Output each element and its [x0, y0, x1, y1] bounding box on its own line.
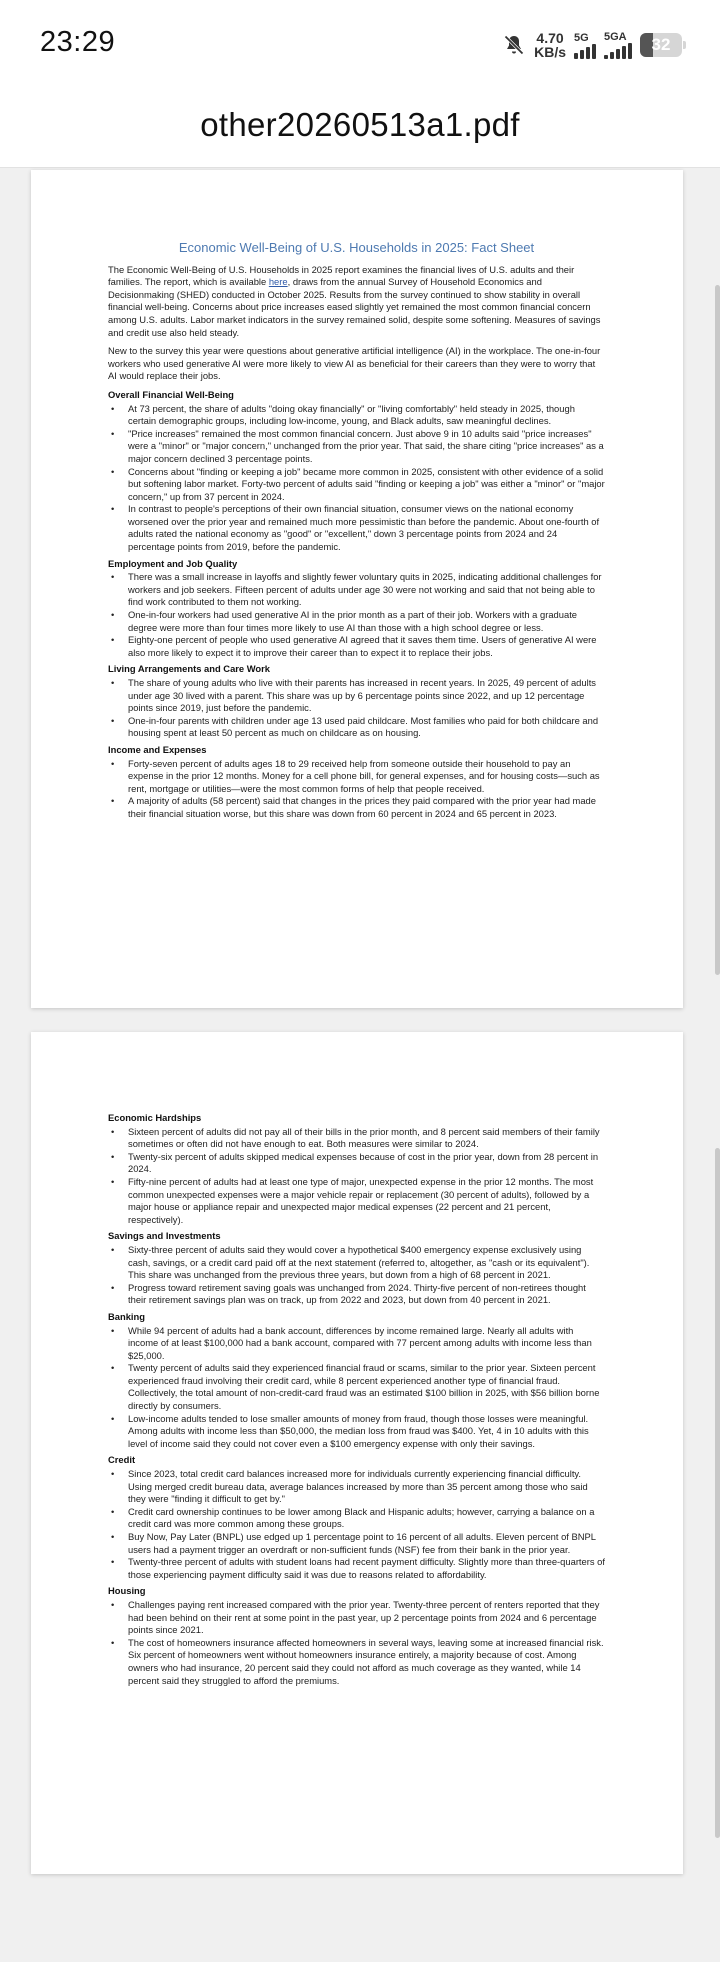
section-heading: Housing: [108, 1585, 146, 1597]
intro-paragraph: [108, 264, 605, 340]
status-bar: [0, 0, 720, 90]
bullet-icon: •: [111, 1412, 115, 1424]
bullet-item: [108, 1244, 605, 1282]
bullet-item: [108, 795, 605, 820]
bullet-icon: •: [111, 1531, 115, 1542]
bullet-text: The share of young adults who live with their parents has increased in recent years. In 2025, 49 percent of adults under age 30 lived with a parent. This share was up by 6 percentage points since 2022, and up 12 percentage points since 2019, just before the pandemic.: [128, 677, 596, 714]
bullet-icon: •: [111, 757, 115, 769]
bullet-item: [108, 1637, 605, 1687]
bullet-item: [108, 677, 605, 715]
bullet-icon: •: [111, 1636, 115, 1648]
signal-5g-label: 5G: [574, 31, 589, 44]
bullet-item: [108, 1506, 605, 1531]
bullet-text: Twenty percent of adults said they experienced financial fraud or scams, similar to the prior year. Sixteen percent experienced fraud involving their credit card, while 8 percent experienced another type of financial fraud. Collectively, the total amount of non-credit-card fraud was an estimated $100 billion in 2025, with $56 billion borne directly by consumers.: [128, 1362, 600, 1412]
bullet-icon: •: [111, 1175, 115, 1187]
section-heading: Overall Financial Well-Being: [108, 388, 234, 400]
bullet-text: Eighty-one percent of people who used generative AI agreed that it saves them time. Users of generative AI were also more likely to expect it to improve their career than to expect it to replace their jobs.: [128, 634, 597, 658]
bullet-icon: •: [111, 402, 115, 414]
bullet-icon: •: [111, 634, 115, 646]
signal-5ga-label: 5GA: [604, 31, 627, 43]
bullet-icon: •: [111, 1281, 115, 1293]
section-heading: Banking: [108, 1310, 145, 1322]
signal-5g-icon: [574, 32, 596, 59]
bullet-text: In contrast to people's perceptions of their own financial situation, consumer views on the national economy worsened over the prior year and remained much more pessimistic than before the pandemic. About one-fourth of adults rated the national economy as "good" or "excellent," down 3 percentage points from 2024 and 24 percentage points from 2019, before the pandemic.: [128, 503, 600, 553]
fact-sheet-title: Economic Well-Being of U.S. Households in 2025: Fact Sheet: [178, 240, 535, 255]
signal-5ga-icon: [604, 31, 632, 59]
bullet-item: [108, 1126, 605, 1151]
bullet-text: Fifty-nine percent of adults had at least one type of major, unexpected expense in the prior 12 months. The most common unexpected expenses were a major vehicle repair or replacement (30 percent of adults), followed by a major house or appliance repair and unexpected major medical expenses (22 percent and 21 percent, respectively).: [128, 1175, 594, 1225]
notifications-muted-icon: [502, 33, 526, 57]
bullet-text: Progress toward retirement saving goals was unchanged from 2024. Thirty-five percent of non-retirees thought their retirement savings plan was on track, up from 2022 and 2023, but down from 40 percent in 2021.: [128, 1281, 586, 1306]
section-heading: Employment and Job Quality: [108, 557, 238, 569]
pdf-page-1[interactable]: [31, 170, 683, 1008]
bullet-text: Concerns about "finding or keeping a job" became more common in 2025, consistent with other evidence of a solid but softening labor market. Forty-two percent of adults said "finding or keeping a job" was either a "minor" or "major concern," up from 37 percent in 2024.: [128, 465, 605, 502]
bullet-text: Twenty-three percent of adults with student loans had recent payment difficulty. Slightly more than three-quarters of those experiencing payment difficulty said it was due to reasons related to affordability.: [128, 1556, 605, 1580]
section-heading: Savings and Investments: [108, 1230, 221, 1242]
page-2-content: [108, 1108, 605, 1687]
bullet-item: [108, 466, 605, 504]
bullet-item: [108, 571, 605, 609]
bullet-text: Since 2023, total credit card balances increased more for individuals currently experiencing financial difficulty. Using merged credit bureau data, average balances increased by more than 35 percent among those who said they were "finding it difficult to get by.": [128, 1468, 588, 1505]
section-heading: Living Arrangements and Care Work: [108, 663, 271, 675]
bullet-icon: •: [111, 1125, 115, 1137]
bullet-text: Sixty-three percent of adults said they would cover a hypothetical $400 emergency expense exclusively using cash, savings, or a credit card paid off at the next statement (referred to, altogether, as "cash or its equivalent"). This share was unchanged from the previous three years, but down from a high of 68 percent in 2021.: [128, 1243, 590, 1281]
bullet-item: [108, 1468, 605, 1506]
bullet-text: There was a small increase in layoffs and slightly fewer voluntary quits in 2025, indicating additional challenges for workers and job seekers. Fifteen percent of adults under age 30 were not working and said that not being able to find work contributed to them not working.: [128, 571, 602, 608]
bullet-item: [108, 428, 605, 466]
section-heading: Income and Expenses: [108, 743, 207, 755]
bullet-item: [108, 609, 605, 634]
bullet-text: Challenges paying rent increased compared with the prior year. Twenty-three percent of renters reported that they had been behind on their rent at some point in the past year, up 2 percentage points from 2024 and 6 percentage points since 2021.: [128, 1598, 600, 1636]
pdf-page-2[interactable]: [31, 1032, 683, 1874]
document-title: other20260513a1.pdf: [200, 106, 520, 143]
bullet-item: [108, 1413, 605, 1451]
bullet-icon: •: [111, 1324, 115, 1336]
report-link[interactable]: here: [268, 276, 288, 288]
bullet-text: Forty-seven percent of adults ages 18 to 29 received help from someone outside their household to pay an expense in the prior 12 months. Money for a cell phone bill, for general expenses, and for housing costs—such as rent, mortgage or utilities—were the most common forms of help that people received.: [128, 757, 600, 794]
scrollbar-thumb-secondary[interactable]: [715, 1148, 720, 1838]
bullet-text: Twenty-six percent of adults skipped medical expenses because of cost in the prior year, down from 28 percent in 2024.: [128, 1150, 599, 1175]
page-1-content: [108, 242, 605, 821]
bullet-icon: •: [111, 571, 115, 583]
section-heading: Credit: [108, 1454, 136, 1466]
network-speed-value: 4.70: [536, 30, 564, 46]
bullet-item: [108, 1282, 605, 1307]
bullet-icon: •: [111, 1243, 115, 1255]
bullet-icon: •: [111, 503, 115, 515]
bullet-item: [108, 634, 605, 659]
bullet-icon: •: [111, 795, 115, 807]
intro-text-end: , draws from the annual Survey of Household Economics and Decisionmaking (SHED) conducted in October 2025. Results from the survey continued to show stability in overall financial well-being. Concerns about price increases eased slightly yet remained the most common financial concern among U.S. adults. Labor market indicators in the survey remained solid, despite some softening. Measures of savings and credit use also held steady.: [108, 276, 601, 338]
bullet-icon: •: [111, 1150, 115, 1162]
bullet-text: At 73 percent, the share of adults "doing okay financially" or "living comfortably" held steady in 2025, though certain demographic groups, including low-income, young, and Black adults, saw meaningful declines.: [128, 402, 575, 427]
battery-level: 32: [651, 35, 671, 54]
network-speed-unit: KB/s: [534, 44, 566, 60]
bullet-item: [108, 1362, 605, 1412]
page-2-sections: [108, 1112, 605, 1687]
bullet-item: [108, 758, 605, 796]
bullet-icon: •: [111, 714, 115, 726]
bullet-icon: •: [111, 1505, 115, 1517]
bullet-icon: •: [111, 1362, 115, 1374]
document-header: [0, 90, 720, 168]
intro-text-start: The Economic Well-Being of U.S. Households in 2025 report examines the financial lives of U.S. adults and their families. The report, which is available: [108, 263, 575, 288]
bullet-icon: •: [111, 1468, 115, 1480]
bullet-item: [108, 1531, 605, 1556]
bullet-item: [108, 715, 605, 740]
bullet-text: The cost of homeowners insurance affected homeowners in several ways, leaving some at increased financial risk. Six percent of homeowners went without homeowners insurance entirely, a majority because of cost. Among owners who had insurance, 20 percent said they could not afford as much coverage as they wanted, while 14 percent said they struggled to afford the premiums.: [128, 1636, 604, 1686]
bullet-item: [108, 1556, 605, 1581]
bullet-icon: •: [111, 677, 115, 688]
ai-intro-paragraph: New to the survey this year were questions about generative artificial intelligence (AI) in the workplace. The one-in-four workers who used generative AI were more likely to view AI as beneficial for their careers than they were to worry that AI would replace their jobs.: [108, 345, 601, 382]
battery-icon: [640, 33, 682, 57]
bullet-text: Low-income adults tended to lose smaller amounts of money from fraud, though those losses were meaningful. Among adults with income less than $50,000, the median loss from fraud was $400. Yet, 4 in 10 adults with this level of income said they could not cover even a $100 emergency expense with only their savings.: [128, 1412, 589, 1449]
bullet-icon: •: [111, 465, 115, 477]
bullet-text: One-in-four workers had used generative AI in the prior month as a part of their job. Workers with a graduate degree were more than four times more likely to use AI than those with a high school degree or less.: [128, 609, 578, 633]
bullet-text: While 94 percent of adults had a bank account, differences by income remained large. Nearly all adults with income of at least $100,000 had a bank account, compared with 77 percent among adults with income less than $25,000.: [128, 1324, 592, 1361]
bullet-item: [108, 1151, 605, 1176]
bullet-text: Buy Now, Pay Later (BNPL) use edged up 1 percentage point to 16 percent of all adults. Eleven percent of BNPL users had a payment trigger an overdraft or non-sufficient funds (NSF) fee from their bank in the prior year.: [128, 1531, 596, 1555]
bullet-text: "Price increases" remained the most common financial concern. Just above 9 in 10 adults said "price increases" were a "minor" or "major concern," unchanged from the prior year. That said, the share citing "price increases" as a major concern declined 3 percentage points.: [128, 427, 604, 464]
bullet-icon: •: [111, 609, 115, 621]
bullet-text: A majority of adults (58 percent) said that changes in the prices they paid compared with the prior year had made their financial situation worse, but this share was down from 60 percent in 2024 and 65 percent in 2023.: [128, 795, 596, 819]
scrollbar-thumb[interactable]: [715, 285, 720, 975]
bullet-item: [108, 1599, 605, 1637]
bullet-item: [108, 1325, 605, 1363]
bullet-item: [108, 1176, 605, 1226]
bullet-text: One-in-four parents with children under age 13 used paid childcare. Most families who paid for both childcare and housing spent at least 50 percent as much on childcare as on housing.: [128, 714, 599, 739]
bullet-icon: •: [111, 1598, 115, 1610]
bullet-icon: •: [111, 427, 115, 439]
status-icons: [502, 30, 682, 60]
bullet-icon: •: [111, 1556, 115, 1568]
bullet-text: Sixteen percent of adults did not pay all of their bills in the prior month, and 8 percent said members of their family sometimes or often did not have enough to eat. Both measures were similar to 2024.: [128, 1125, 600, 1150]
network-speed: [534, 31, 566, 59]
clock: 23:29: [40, 26, 116, 58]
section-heading: Economic Hardships: [108, 1112, 202, 1123]
bullet-item: [108, 503, 605, 553]
bullet-text: Credit card ownership continues to be lower among Black and Hispanic adults; however, carrying a balance on a credit card was more common among these groups.: [128, 1505, 595, 1530]
page-1-sections: [108, 389, 605, 821]
bullet-item: [108, 403, 605, 428]
